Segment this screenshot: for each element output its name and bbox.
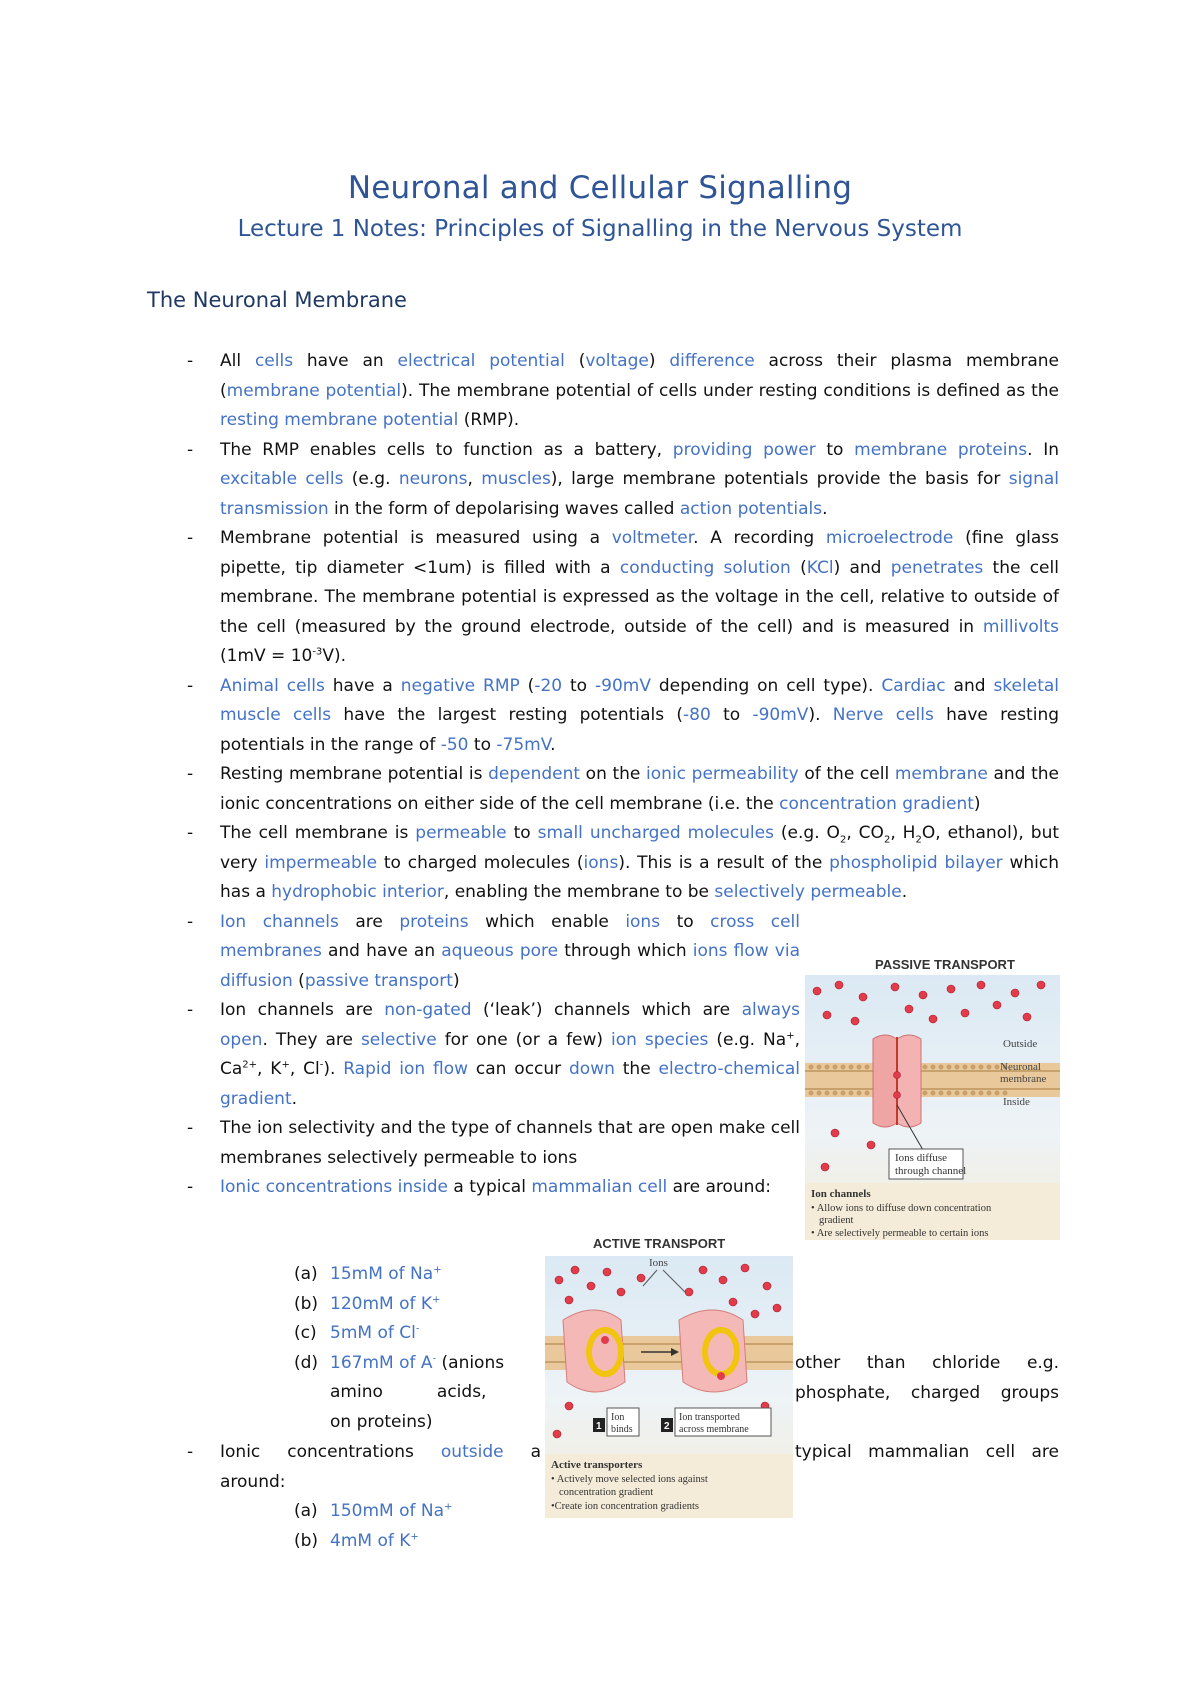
passive-membrane-label-2: membrane xyxy=(1000,1073,1047,1085)
inside-item-anions: (d) 167mM of A- (anions xyxy=(294,1352,505,1373)
active-step1-line1: Ion xyxy=(611,1412,625,1423)
section-heading: The Neuronal Membrane xyxy=(147,288,407,312)
active-box-line1: • Actively move selected ions against xyxy=(551,1474,708,1485)
passive-transport-figure xyxy=(805,955,1060,1238)
active-step2-line2: across membrane xyxy=(679,1424,749,1435)
passive-box-line1: • Allow ions to diffuse down concentration xyxy=(811,1203,992,1214)
anions-continuation-left: amino acids, on proteins) xyxy=(330,1382,487,1432)
passive-transport-heading: PASSIVE TRANSPORT xyxy=(875,957,1015,972)
bullet-3: - Membrane potential is measured using a voltmeter. A recording microelectrode (fine glass pipette, tip diameter <1um) is filled with a conducting solution (KCl) and penetrates the cell membrane. The membrane potential is expressed as the voltage in the cell, relative to outside of the cell (measured by the ground electrode, outside of the cell) and is measured in millivolts $(1mV = 10^{-3}V)$. xyxy=(147,524,1059,672)
active-step1-line2: binds xyxy=(611,1424,633,1435)
active-step1-number: 1 xyxy=(596,1421,602,1432)
passive-outside-label: Outside xyxy=(1003,1038,1038,1050)
document-subtitle: Lecture 1 Notes: Principles of Signalling in the Nervous System xyxy=(237,216,963,242)
passive-callout-line1: Ions diffuse xyxy=(895,1152,948,1164)
bullet-9: - The ion selectivity and the type of channels that are open make cell membranes selectively permeable to ions xyxy=(147,1114,800,1173)
outside-concentrations xyxy=(220,1497,560,1556)
bullet-2: - The RMP enables cells to function as a battery, providing power to membrane proteins. In excitable cells (e.g. neurons, muscles), large membrane potentials provide the basis for signal transmission in the form of depolarising waves called action potentials. xyxy=(147,436,1059,525)
passive-box-line2: gradient xyxy=(819,1215,854,1226)
active-ions-label: Ions xyxy=(649,1257,668,1269)
active-step2-number: 2 xyxy=(664,1421,670,1432)
bullet-6: - The cell membrane is permeable to small uncharged molecules (e.g. $O_2$, $CO_2$, $H_2O$, ethanol), but very impermeable to charged molecules (ions). This is a result of the phospholipid bilayer which has a hydrophobic interior, enabling the membrane to be selectively permeable. xyxy=(147,819,1059,908)
active-box-line3: •Create ion concentration gradients xyxy=(551,1501,699,1512)
passive-callout-line2: through channel xyxy=(895,1165,967,1177)
document-title: Neuronal and Cellular Signalling xyxy=(347,170,853,206)
inside-concentrations xyxy=(220,1260,560,1378)
active-box-line2: concentration gradient xyxy=(559,1487,654,1498)
inside-item-na: (a) 15mM of Na+ xyxy=(294,1264,442,1284)
bullet-4: - Animal cells have a negative RMP (-20 to -90mV depending on cell type). Cardiac and skeletal muscle cells have the largest resting potentials (-80 to -90mV). Nerve cells have resting potentials in the range of -50 to -75mV. xyxy=(147,672,1059,761)
passive-box-line3: • Are selectively permeable to certain ions xyxy=(811,1228,989,1239)
active-box-title: Active transporters xyxy=(551,1459,643,1471)
outside-item-na: (a) 150mM of Na+ xyxy=(294,1501,453,1521)
active-transport-diagram xyxy=(545,1256,793,1518)
active-transport-figure xyxy=(545,1236,793,1518)
passive-transport-diagram xyxy=(805,975,1060,1240)
document-page: Neuronal and Cellular Signalling Lecture 1 Notes: Principles of Signalling in the Nervous System The Neuronal Membrane - All cells have an electrical potential (voltage) difference across their plasma membrane (membrane potential). The membrane potential of cells under resting conditions is defined as the resting membrane potential (RMP). - The RMP enables cells to function as a battery, providing power to membrane proteins. In excitable cells (e.g. neurons, muscles), large membrane potentials provide the basis for signal transmission in the form of depolarising waves called action potentials. - Membrane potential is measured using a voltmeter. A recording microelectrode (fine glass pipette, tip diameter <1um) is filled with a conducting solution (KCl) and penetrates the cell membrane. The membrane potential is expressed as the voltage in the cell, relative to outside of the cell (measured by the ground electrode, outside of the cell) and is measured in millivolts $(1mV = 10^{-3}V)$. - Animal cells have a negative RMP (-20 to -90mV depending on cell type). Cardiac and skeletal muscle cells have the largest resting potentials (-80 to -90mV). Nerve cells have resting potentials in the range of -50 to -75mV. - Resting membrane potential is dependent on the ionic permeability of the cell membrane and the ionic concentrations on either side of the cell membrane (i.e. the concentration gradient) - The cell membrane is permeable to small uncharged molecules (e.g. $O_2$, $CO_2$, $H_2O$, ethanol), but very impermeable to charged molecules (ions). This is a result of the phospholipid bilayer which has a hydrophobic interior, enabling the membrane to be selectively permeable. - Ion channels are proteins which enable ions to cross cell membranes and have an aqueous pore through which ions flow via diffusion (passive transport) - Ion channels are non-gated (‘leak’) channels which are always open. They are selective for one (or a few) ion species (e.g. Na+, $Ca^{2+}$, K+, Cl-). Rapid ion flow can occur down the electro-chemical gradient. - The ion selectivity and the type of channels that are open make cell membranes selectively permeable to ions - Ionic concentrations inside a typical mammalian cell are around: (a) 15mM of Na+ (b) 120mM of K+ (c) 5mM of Cl- (d) 167mM of A- (anions amino acids, on proteins) other than chloride e.g. phosphate, charged groups - Ionic concentrations outside a typical mammalian cell are around: (a) 150mM of Na+ (b) 4mM of K+ PASSIVE TRANSPORT Ions diffuse through channel Outside Neuronal membrane Inside Ion channels • Allow ions to diffuse down concentration gradient • Are selectively permeable to certain ions ACTIVE TRANSPORT Ions 1 Ion binds 2 Ion transported across membrane Active transporters • Actively move selected ions against concentration gradient •Create ion concentration gradients xyxy=(0,0,1200,1698)
passive-box-title: Ion channels xyxy=(811,1188,871,1200)
inside-item-cl: (c) 5mM of Cl- xyxy=(294,1323,420,1343)
active-transport-heading: ACTIVE TRANSPORT xyxy=(593,1236,726,1251)
outside-item-k: (b) 4mM of K+ xyxy=(294,1530,419,1551)
inside-item-k: (b) 120mM of K+ xyxy=(294,1293,441,1314)
bullet-7: - Ion channels are proteins which enable ions to cross cell membranes and have an aqueous pore through which ions flow via diffusion (passive transport) xyxy=(147,908,800,997)
bullet-5: - Resting membrane potential is dependent on the ionic permeability of the cell membrane and the ionic concentrations on either side of the cell membrane (i.e. the concentration gradient) xyxy=(147,760,1059,819)
bullet-1: - All cells have an electrical potential (voltage) difference across their plasma membrane (membrane potential). The membrane potential of cells under resting conditions is defined as the resting membrane potential (RMP). xyxy=(147,347,1059,436)
passive-membrane-label-1: Neuronal xyxy=(1000,1061,1041,1073)
anions-continuation-right: other than chloride e.g. phosphate, charged groups xyxy=(795,1353,1059,1403)
active-step2-line1: Ion transported xyxy=(679,1412,740,1423)
passive-inside-label: Inside xyxy=(1003,1096,1030,1108)
bullet-10: - Ionic concentrations inside a typical mammalian cell are around: xyxy=(147,1173,800,1203)
bullet-8: - Ion channels are non-gated (‘leak’) channels which are always open. They are selective for one (or a few) ion species (e.g. Na+, $Ca^{2+}$, K+, Cl-). Rapid ion flow can occur down the electro-chemical gradient. xyxy=(147,996,800,1114)
